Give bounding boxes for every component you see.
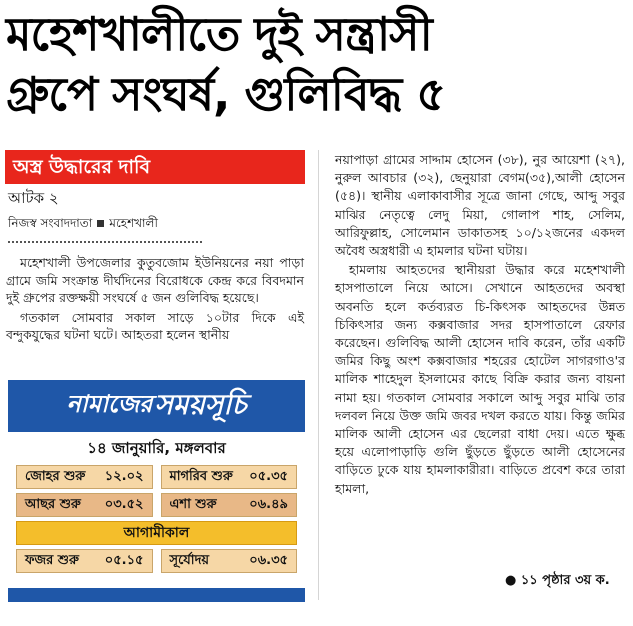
prayer-date: ১৪ জানুয়ারি, মঙ্গলবার xyxy=(87,439,226,457)
headline xyxy=(6,4,628,124)
prayer-time: ০৬.৩৫ xyxy=(249,552,288,568)
prayer-name: সূর্যোদয় xyxy=(169,552,210,568)
prayer-title-part-2: সময়সূচি xyxy=(154,387,247,421)
prayer-name: এশা শুরু xyxy=(169,496,217,512)
left-paragraph-1: মহেশখালী উপজেলার কুতুবজোম ইউনিয়নের নয়া পাড়া গ্রামে জমি সংক্রান্ত দীর্ঘদিনের বিরোধকে কেন্দ্র করে বিবদমান দুই গ্রুপের রক্তক্ষয়ী সংঘর্ষে ৫ জন গুলিবিদ্ধ হয়েছে। xyxy=(6,255,304,305)
prayer-time: ০৩.৫২ xyxy=(104,496,144,512)
prayer-name: ফজর শুরু xyxy=(25,552,79,568)
prayer-time: ০৫.৩৫ xyxy=(249,468,288,484)
prayer-cell-isha xyxy=(161,493,298,517)
prayer-name: জোহর শুরু xyxy=(25,468,86,484)
prayer-cell-sunrise xyxy=(161,549,298,573)
headline-line-2: গ্রুপে সংঘর্ষ, গুলিবিদ্ধ ৫ xyxy=(6,67,446,121)
left-paragraph-2: গতকাল সোমবার সকাল সাড়ে ১০টার দিকে এই বন্দুকযুদ্ধের ঘটনা ঘটে। আহতরা হলেন স্থানীয় xyxy=(6,309,304,342)
prayer-time: ০৬.৪৯ xyxy=(249,496,288,512)
byline-place: মহেশখালী xyxy=(109,216,158,230)
prayer-row xyxy=(16,465,297,489)
arrest-subhead: আটক ২ xyxy=(8,189,59,207)
right-paragraph-1: নয়াপাড়া গ্রামের সাদ্দাম হোসেন (৩৮), নুর আয়েশা (২৭), নুরুল আবচার (৩২), ছেনুয়ারা বেগম(৩৫),আলী হোসেন (৫৪)। স্থানীয় এলাকাবাসীর সূত্রে জানা গেছে, আব্দু সবুর মাঝির নেতৃত্বে লেদু মিয়া, গোলাপ শাহ, সেলিম, আরিফুল্লাহ, সোলেমান ডাকাতসহ ১০/১২জনের একদল অবৈধ অস্ত্রধারী এ হামলার ঘটনা ঘটায়। xyxy=(335,152,625,259)
left-column-body xyxy=(6,254,304,346)
prayer-cell-fajr xyxy=(16,549,153,573)
prayer-cell-asr xyxy=(16,493,153,517)
prayer-cell-zuhr xyxy=(16,465,153,489)
prayer-row-tomorrow xyxy=(16,549,297,573)
kicker-banner: অস্ত্র উদ্ধারের দাবি xyxy=(5,150,305,184)
prayer-time: ০৫.১৫ xyxy=(104,552,144,568)
tomorrow-label: আগামীকাল xyxy=(16,521,297,545)
prayer-title-part-1: নামাজের xyxy=(66,390,153,418)
prayer-cell-maghrib xyxy=(161,465,298,489)
prayer-row xyxy=(16,493,297,517)
prayer-time: ১২.০২ xyxy=(104,468,144,484)
square-bullet-icon xyxy=(97,220,104,227)
prayer-times-box xyxy=(8,380,305,602)
dotted-divider xyxy=(8,241,202,243)
byline-reporter: নিজস্ব সংবাদদাতা xyxy=(8,216,93,230)
right-paragraph-2: হামলায় আহতদের স্থানীয়রা উদ্ধার করে মহেশখালী হাসপাতালে নিয়ে আসে। সেখানে আহতদের অবস্থা অবনতি হলে কর্তব্যরত চি-কিৎসক আহতদের উন্নত চিকিৎসার জন্য কক্সবাজার সদর হাসপাতালে রেফার করেছেন। গুলিবিদ্ধ আলী হোসেন দাবি করেন, তাঁর একটি জমির কিছু অংশ কক্সবাজার শহরের হোটেল সাগরগাও'র মালিক শাহেদুল ইসলামের কাছে বিক্রি করার জন্য বায়না নামা হয়। গতকাল সোমবার সকালে আব্দু সবুর মাঝি তার দলবল নিয়ে উক্ত জমি জবর দখল করতে যায়। কিন্তু জমির মালিক আলী হোসেন এর ছেলেরা বাধা দেয়। এতে ক্ষুব্ধ হয়ে এলোপাড়াড়ি গুলি ছুঁড়তে ছুঁড়তে আলী হোসেনের বাড়িতে ঢুকে যায় হামলাকারীরা। বাড়িতে প্রবেশ করে তারা হামলা, xyxy=(335,262,625,496)
column-divider xyxy=(318,150,319,600)
right-column-body xyxy=(335,151,625,499)
headline-line-1: মহেশখালীতে দুই সন্ত্রাসী xyxy=(6,7,432,61)
byline xyxy=(8,214,158,232)
prayer-times-title xyxy=(8,380,305,432)
continued-on-page-note: ● ১১ পৃষ্ঠার ৩য় ক. xyxy=(505,573,610,588)
prayer-name: আছর শুরু xyxy=(25,496,81,512)
prayer-box-footer-bar xyxy=(8,588,305,602)
prayer-name: মাগরিব শুরু xyxy=(169,468,233,484)
